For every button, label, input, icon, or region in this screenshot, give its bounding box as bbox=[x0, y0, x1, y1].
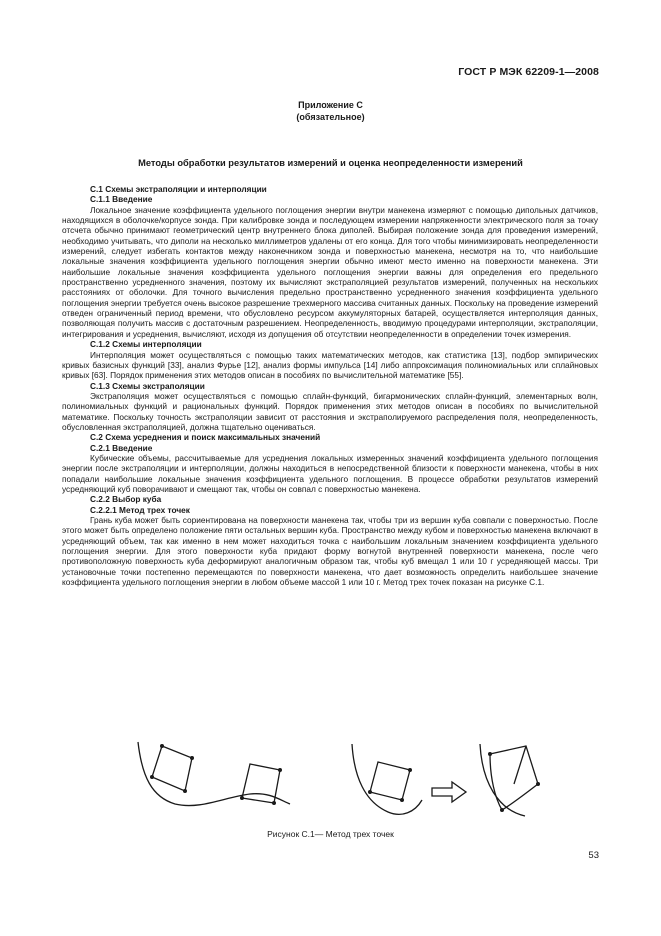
contact-point bbox=[190, 756, 194, 760]
section-heading: С.2 Схема усреднения и поиск максимальных значений bbox=[90, 432, 321, 443]
section-heading: С.2.1 Введение bbox=[90, 442, 153, 453]
paragraph: Интерполяция может осуществляться с помощью таких математических методов, как статистика [13], подбор эмпирических кривых базисных функций [33], анализ Фурье [12], анализ формы импульса [14] либо аппроксимация полиномиальных или сплайновых кривых [63]. Порядок применения этих методов описан в пособиях по вычислительной математике [55]. bbox=[62, 349, 598, 381]
phantom-surface-curve bbox=[480, 744, 525, 816]
three-point-method-figure bbox=[130, 732, 550, 832]
contact-point bbox=[240, 796, 244, 800]
contact-point bbox=[536, 782, 540, 786]
page-number: 53 bbox=[588, 850, 599, 861]
contact-point bbox=[150, 775, 154, 779]
section-heading: С.1.2 Схемы интерполяции bbox=[90, 339, 202, 350]
paragraph: Кубические объемы, рассчитываемые для усреднения локальных измеренных значений коэффициента удельного поглощения энергии после экстраполяции и интерполяции, должны находиться в непосредственной близости к поверхности манекена, чтобы в них попадали наибольшие локальные значения коэффициента удельного поглощения. В процессе обработки результатов измерений усредняющий куб поворачивают и смещают так, чтобы он совпал с поверхностью манекена. bbox=[62, 452, 598, 494]
right-arrow-icon bbox=[432, 782, 466, 802]
deformed-averaging-cube bbox=[490, 746, 538, 810]
annex-main-title: Методы обработки результатов измерений и оценка неопределенности измерений bbox=[138, 158, 523, 168]
annex-title: Приложение С bbox=[298, 100, 363, 110]
paragraph: Экстраполяция может осуществляться с помощью сплайн-функций, бигармонических сплайн-функций, элементарных волн, полиномиальных функций и рациональных функций. Порядок применения этих методов описан в пособиях по вычислительной математике. Поскольку точность экстраполяции зависит от расстояния и экстраполируемого распределения поля, неопределенность, обусловленная экстраполяцией, должна тщательно оцениваться. bbox=[62, 390, 598, 432]
contact-point bbox=[368, 790, 372, 794]
standard-designation: ГОСТ Р МЭК 62209-1—2008 bbox=[458, 66, 599, 78]
section-heading: С.2.2.1 Метод трех точек bbox=[90, 504, 190, 515]
annex-status: (обязательное) bbox=[296, 112, 365, 122]
section-heading: С.2.2 Выбор куба bbox=[90, 494, 162, 505]
phantom-surface-curve bbox=[352, 744, 422, 814]
contact-point bbox=[272, 801, 276, 805]
figure-caption: Рисунок С.1— Метод трех точек bbox=[267, 829, 394, 839]
contact-point bbox=[488, 752, 492, 756]
paragraph: Грань куба может быть сориентирована на поверхности манекена так, чтобы три из вершин куба совпали с поверхностью. После этого может быть определено положение пяти остальных вершин куба. Пространство между кубом и поверхностью манекена включают в усредняющий объем, так как именно в нем может находиться точка с наибольшим локальным значением коэффициента удельного поглощения энергии. Для этого поверхности куба придают форму вогнутой внутренней поверхности манекена, после чего противоположную поверхность куба деформируют аналогичным образом так, чтобы куб вмещал 1 или 10 г усредняющей массы. Три установочные точки постепенно перемещаются по поверхности манекена, что дает возможность определить наибольшее значение коэффициента удельного поглощения энергии в любом объеме массой 1 или 10 г. Метод трех точек показан на рисунке С.1. bbox=[62, 515, 598, 588]
section-heading: С.1.3 Схемы экстраполяции bbox=[90, 380, 205, 391]
contact-point bbox=[500, 808, 504, 812]
contact-point bbox=[400, 798, 404, 802]
contact-point bbox=[278, 768, 282, 772]
section-heading: С.1 Схемы экстраполяции и интерполяции bbox=[90, 184, 267, 194]
contact-point bbox=[408, 768, 412, 772]
averaging-cube bbox=[152, 746, 192, 791]
cube-edge bbox=[514, 746, 526, 784]
body-text bbox=[62, 184, 598, 587]
paragraph: Локальное значение коэффициента удельного поглощения энергии внутри манекена измеряют с помощью дипольных датчиков, находящихся в оболочке/корпусе зонда. При калибровке зонда и последующем измерении напряженности электрического поля за точку отсчета обычно принимают геометрический центр внутреннего блока диполей. Выбирая положение зонда для проведения измерений, необходимо учитывать, что диполи на несколько миллиметров удалены от его конца. Для того чтобы минимизировать неопределенности измерений, следует избегать контактов между наконечником зонда и поверхностью манекена, несмотря на то, что наибольшие локальные значения коэффициента удельного поглощения энергии обычно имеют место именно на поверхности манекена. Эти наибольшие локальные значения коэффициента удельного поглощения энергии важны для определения его предельного пространственно усредненного значения, поэтому их вычисляют экстраполяцией результатов измерений, полученных на нескольких расстояниях от оболочки. Для точного вычисления предельно пространственно усредненного значения коэффициента удельного поглощения энергии требуется очень высокое разрешение трехмерного массива считанных данных. Поскольку на проведение измерений отведен ограниченный период времени, что обусловлено ресурсом аккумуляторных батарей, осуществляется интерполяция данных, позволяющая получить массив с достаточным разрешением. Неопределенность, вводимую процедурами интерполяции, экстраполяции, интегрирования и усреднения, вычисляют, исходя из допущения об отсутствии неопределенности в определении точек измерения. bbox=[62, 204, 598, 339]
section-heading: С.1.1 Введение bbox=[90, 194, 153, 205]
contact-point bbox=[160, 744, 164, 748]
contact-point bbox=[183, 789, 187, 793]
averaging-cube bbox=[370, 762, 410, 800]
